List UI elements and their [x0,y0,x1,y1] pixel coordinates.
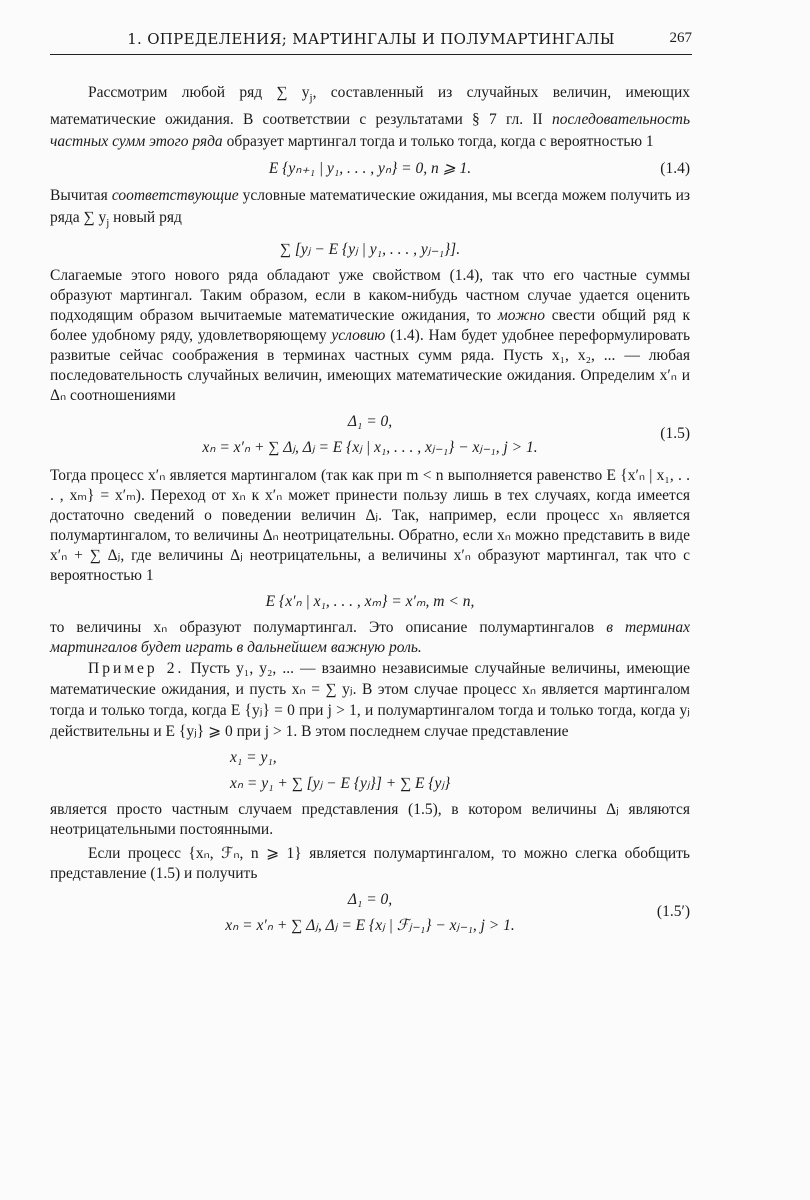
paragraph-3: Слагаемые этого нового ряда обладают уже свойством (1.4), так что его частные суммы образуют мартингал. Таким образом, если в каком-нибудь частном случае удается оценить подходящим образом вычитаемые математические ожидания, то можно свести общий ряд к более удобному ряду, удовлетворяющему условию (1.4). Нам будет удобнее переформулировать развитые сейчас соображения в терминах частных сумм ряда. Пусть x₁, x₂, ... — любая последовательность случайных величин, имеющих математические ожидания. Определим x′ₙ и Δₙ соотношениями [50,267,691,405]
page-number: 267 [669,30,692,46]
equation-number: (1.5′) [656,903,690,921]
equation-example: x₁ = y₁, xₙ = y₁ + ∑ [yⱼ − E {yⱼ}] + ∑ E {yⱼ} [230,749,451,793]
equation-number: (1.4) [660,160,690,178]
paragraph-example-2: Пример 2. Пусть y₁, y₂, ... — взаимно независимые случайные величины, имеющие математические ожидания, и пусть xₙ = ∑ yⱼ. В этом случае процесс xₙ является мартингалом тогда и только тогда, когда E {yⱼ} = 0 при j > 1, и полумартингалом тогда и только тогда, когда yⱼ действительны и E {yⱼ} ⩾ 0 при j > 1. В этом последнем случае представление [50,660,691,741]
paragraph-1: Рассмотрим любой ряд ∑ $y_j$, составленный из случайных величин, имеющих математические ожидания. В соответствии с результатами § 7 гл. II последовательность частных сумм этого ряда образует мартингал тогда и только тогда, когда с вероятностью 1 [50,84,691,151]
equation-new-series: ∑ [yⱼ − E {yⱼ | y₁, . . . , yⱼ₋₁}]. [279,241,461,259]
header-title: 1. ОПРЕДЕЛЕНИЯ; МАРТИНГАЛЫ И ПОЛУМАРТИНГАЛЫ [127,30,615,48]
paragraph-7: является просто частным случаем представления (1.5), в котором величины Δⱼ являются неотрицательными постоянными. [50,801,690,839]
paragraph-2: Вычитая соответствующие условные математические ожидания, мы всегда можем получить из ряда ∑ $y_j$ новый ряд [50,187,691,230]
paragraph-4: Тогда процесс x′ₙ является мартингалом (так как при m < n выполняется равенство E {x′ₙ | x₁, . . . , xₘ} = x′ₘ). Переход от xₙ к x′ₙ может принести пользу лишь в тех случаях, когда имеется достаточно сведений о поведении величин Δⱼ. Так, например, если процесс xₙ является полумартингалом, то величины Δₙ неотрицательны. Обратно, если xₙ можно представить в виде x′ₙ + ∑ Δⱼ, где величины Δⱼ неотрицательны, а величины x′ₙ образуют мартингал, так что с вероятностью 1 [50,467,690,585]
paragraph-8: Если процесс {xₙ, ℱₙ, n ⩾ 1} является полумартингалом, то можно слегка обобщить представление (1.5) и получить [50,845,690,883]
equation-conditional: E {x′ₙ | x₁, . . . , xₘ} = x′ₘ, m < n, [265,593,475,611]
running-header [50,30,692,55]
equation-1-5-prime: Δ₁ = 0, xₙ = x′ₙ + ∑ Δⱼ, Δⱼ = E {xⱼ | ℱⱼ₋₁} − xⱼ₋₁, j > 1. (1.5′) [225,891,690,935]
paragraph-5: то величины xₙ образуют полумартингал. Это описание полумартингалов в терминах мартингалов будет играть в дальнейшем важную роль. [50,619,690,657]
equation-1-4: E {yₙ₊₁ | y₁, . . . , yₙ} = 0, n ⩾ 1. (1.4) [268,160,690,178]
equation-1-5: Δ₁ = 0, xₙ = x′ₙ + ∑ Δⱼ, Δⱼ = E {xⱼ | x₁, . . . , xⱼ₋₁} − xⱼ₋₁, j > 1. (1.5) [202,413,690,457]
equation-number: (1.5) [660,425,690,443]
page-body [50,82,690,944]
